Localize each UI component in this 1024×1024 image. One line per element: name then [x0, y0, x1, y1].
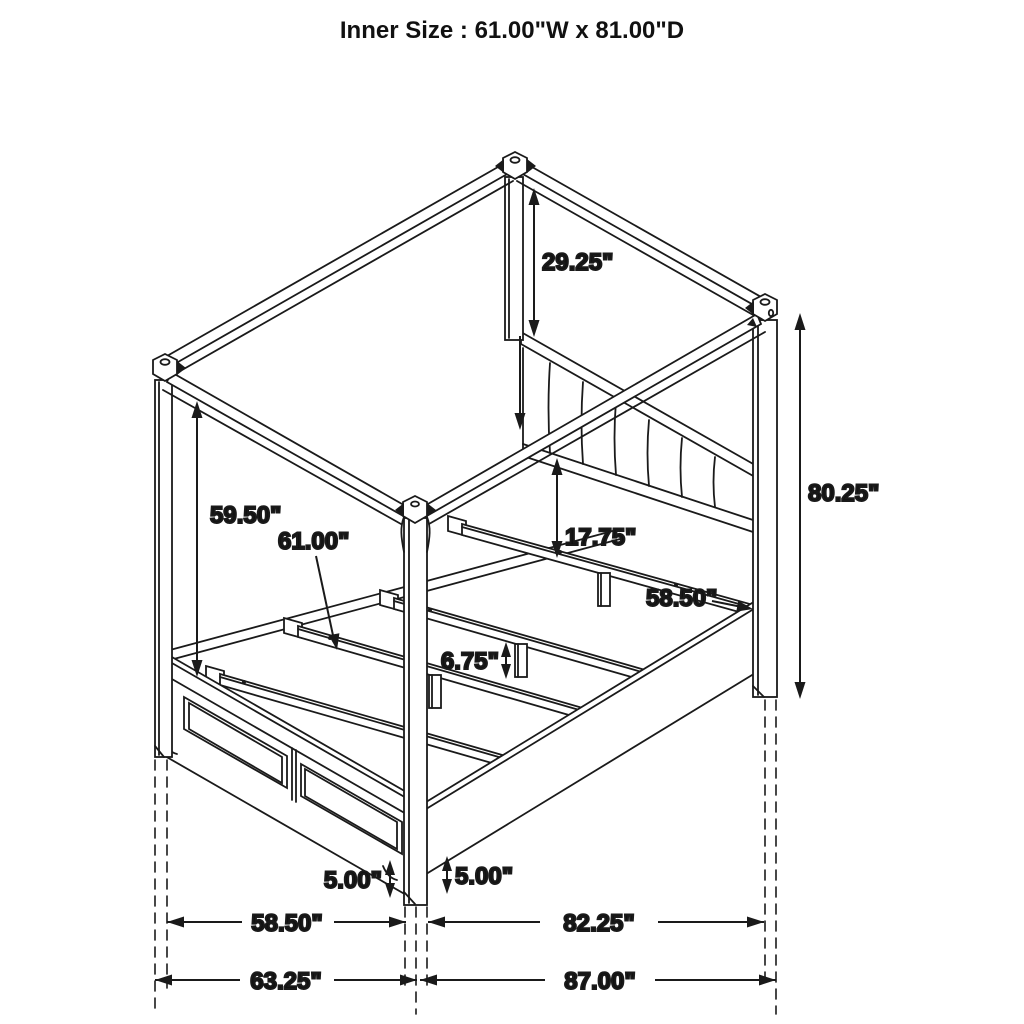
dim-label: 29.25"	[542, 249, 614, 276]
dim-label: 80.25"	[808, 480, 880, 507]
dim-label: 61.00"	[278, 528, 350, 555]
inner-size-title: Inner Size : 61.00"W x 81.00"D	[339, 17, 685, 44]
center-support-leg	[598, 573, 610, 606]
head-post-left	[505, 177, 523, 340]
dim-rail-leg-height	[442, 856, 513, 894]
footboard	[158, 649, 415, 900]
dim-label: 87.00"	[564, 968, 636, 995]
corner-block	[503, 152, 527, 179]
dim-overall-depth	[420, 968, 776, 995]
canopy-rail	[167, 372, 409, 517]
dim-label: 82.25"	[563, 910, 635, 937]
dim-headboard-to-slat	[552, 458, 637, 558]
head-post-right	[753, 320, 777, 697]
corner-block	[153, 354, 177, 381]
corner-block	[403, 496, 427, 523]
dim-label: 59.50"	[210, 502, 282, 529]
dim-label: 58.50"	[251, 910, 323, 937]
dim-footboard-span	[167, 910, 406, 937]
dim-overall-width	[155, 968, 417, 995]
right-side-rail	[413, 600, 757, 882]
canopy-rail	[160, 163, 509, 370]
canopy-rail	[421, 314, 761, 517]
corner-block	[753, 294, 777, 321]
corner-wedges	[177, 159, 757, 517]
foot-post-front	[404, 518, 427, 905]
dim-canopy-clearance	[192, 401, 282, 677]
dim-label: 58.50"	[646, 585, 718, 612]
canopy-frame	[153, 152, 777, 524]
center-support-leg	[429, 675, 441, 708]
dim-support-leg-height	[441, 642, 511, 679]
center-support-leg	[515, 644, 527, 677]
dim-label: 17.75"	[565, 524, 637, 551]
dim-slat-span	[646, 585, 753, 612]
dim-side-rail-span	[428, 910, 764, 937]
dim-label: 5.00"	[455, 863, 514, 890]
dim-label: 6.75"	[440, 648, 499, 675]
dim-label: 63.25"	[250, 968, 322, 995]
canopy-rail	[521, 163, 770, 312]
foot-post-left	[155, 380, 172, 757]
dim-label: 5.00"	[323, 867, 382, 894]
dim-overall-height	[795, 313, 880, 699]
